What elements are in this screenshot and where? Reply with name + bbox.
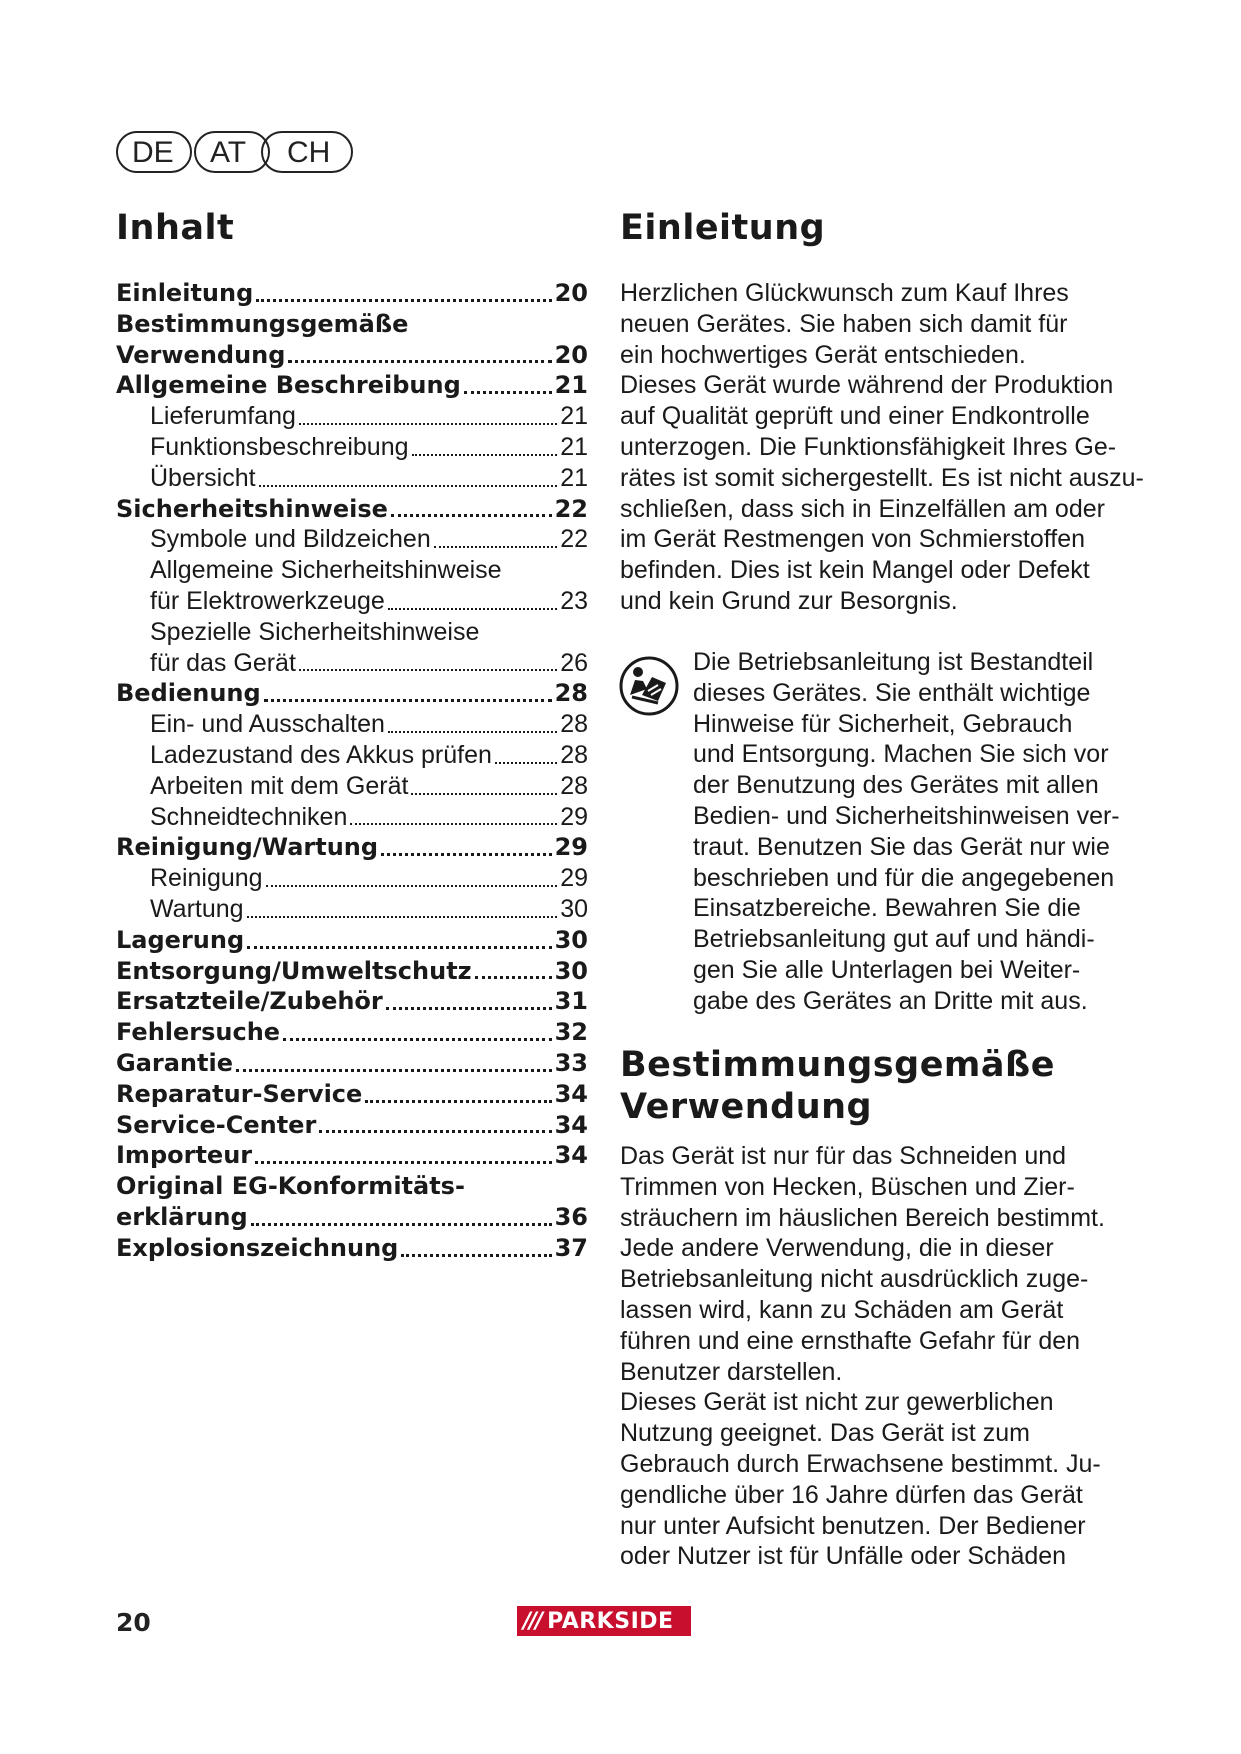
toc-entry-page: 30: [554, 925, 588, 954]
toc-entry-page: 20: [554, 279, 588, 307]
country-badge-ch: CH: [261, 131, 353, 173]
toc-entry: [116, 678, 588, 709]
toc-entry-page: 30: [554, 956, 588, 985]
toc-entry-page: 28: [560, 771, 588, 800]
text-line: Herzlichen Glückwunsch zum Kauf Ihres: [620, 279, 1069, 307]
toc-entry: [116, 863, 588, 894]
logo-text: PARKSIDE: [547, 1608, 674, 1634]
toc-entry: [116, 771, 588, 802]
toc-entry-page: 21: [554, 371, 588, 400]
toc-entry: [116, 1233, 588, 1264]
text-line: Hinweise für Sicherheit, Gebrauch: [693, 709, 1073, 738]
toc-entry: [116, 1048, 588, 1079]
toc-leader-dots: [247, 916, 558, 918]
text-line: im Gerät Restmengen von Schmierstoffen: [620, 525, 1086, 554]
toc-entry-page: 37: [554, 1233, 588, 1262]
toc-entry: [116, 463, 588, 494]
text-line: Die Betriebsanleitung ist Bestandteil: [693, 648, 1094, 676]
intro-text: [620, 278, 1144, 617]
toc-entry-title: Lieferumfang: [150, 402, 296, 431]
toc-entry-title: Bedienung: [116, 679, 261, 708]
text-line: und Entsorgung. Machen Sie sich vor: [693, 740, 1109, 769]
intro-heading: Einleitung: [620, 208, 826, 248]
text-line: führen und eine ernsthafte Gefahr für den: [620, 1326, 1081, 1355]
toc-leader-dots: [266, 885, 558, 887]
toc-entry: [116, 832, 588, 863]
text-line: Dieses Gerät ist nicht zur gewerblichen: [620, 1388, 1054, 1417]
country-badges: [116, 131, 356, 177]
text-line: oder Nutzer ist für Unfälle oder Schäden: [620, 1542, 1067, 1571]
toc-entry: [116, 925, 588, 956]
toc-entry: [116, 1110, 588, 1141]
text-line: Dieses Gerät wurde während der Produktion: [620, 371, 1114, 400]
toc-leader-dots: [255, 1161, 551, 1164]
toc-entry-title: Allgemeine Beschreibung: [116, 371, 461, 400]
toc-entry-page: 32: [554, 1018, 588, 1047]
toc-entry-page: 29: [554, 833, 588, 862]
toc-entry-title: Ersatzteile/Zubehör: [116, 987, 383, 1016]
toc-leader-dots: [412, 454, 558, 456]
toc-entry-title: Reparatur-Service: [116, 1079, 363, 1108]
text-line: Betriebsanleitung nicht ausdrücklich zuge-: [620, 1265, 1089, 1294]
text-line: traut. Benutzen Sie das Gerät nur wie: [693, 832, 1110, 861]
toc-entry-page: 21: [560, 402, 588, 431]
toc-leader-dots: [464, 391, 552, 394]
intended-use-heading-line2: Verwendung: [620, 1087, 873, 1127]
intended-use-heading-line1: Bestimmungsgemäße: [620, 1045, 1055, 1085]
toc-entry-page: 21: [560, 463, 588, 492]
toc-leader-dots: [495, 762, 557, 764]
toc-entry-title: Verwendung: [116, 340, 286, 369]
toc-entry-page: 33: [554, 1048, 588, 1077]
toc-entry-title: Symbole und Bildzeichen: [150, 525, 431, 554]
toc-entry-title: Bestimmungsgemäße: [116, 309, 409, 338]
toc-entry: [116, 1171, 588, 1202]
toc-leader-dots: [401, 1254, 551, 1257]
toc-entry-title: Garantie: [116, 1048, 233, 1077]
page-number: 20: [116, 1608, 151, 1637]
country-badge-at: AT: [194, 131, 270, 173]
toc-entry-title: Original EG-Konformitäts-: [116, 1172, 465, 1201]
toc-leader-dots: [256, 299, 551, 302]
toc-entry-title: Entsorgung/Umweltschutz: [116, 956, 472, 985]
toc-entry: [116, 524, 588, 555]
text-line: Trimmen von Hecken, Büschen und Zier-: [620, 1172, 1075, 1201]
toc-leader-dots: [388, 608, 557, 610]
toc-entry-title: Wartung: [150, 894, 244, 923]
table-of-contents: [116, 278, 588, 1264]
toc-leader-dots: [386, 1007, 552, 1010]
toc-entry: [116, 802, 588, 833]
toc-entry-title: Importeur: [116, 1141, 253, 1170]
text-line: gabe des Gerätes an Dritte mit aus.: [693, 986, 1088, 1015]
toc-entry-title: Übersicht: [150, 463, 256, 492]
text-line: nur unter Aufsicht benutzen. Der Bediener: [620, 1511, 1086, 1540]
toc-entry-title: Reinigung: [150, 864, 263, 893]
toc-leader-dots: [283, 1038, 552, 1041]
text-line: Nutzung geeignet. Das Gerät ist zum: [620, 1419, 1030, 1448]
toc-entry-page: 28: [554, 679, 588, 708]
toc-leader-dots: [411, 793, 557, 795]
toc-leader-dots: [236, 1069, 552, 1072]
text-line: befinden. Dies ist kein Mangel oder Defekt: [620, 556, 1090, 585]
toc-entry-page: 28: [560, 710, 588, 739]
toc-leader-dots: [299, 669, 557, 671]
text-line: unterzogen. Die Funktionsfähigkeit Ihres Ge-: [620, 432, 1117, 461]
toc-entry-title: Spezielle Sicherheitshinweise: [150, 617, 480, 646]
toc-entry: [116, 401, 588, 432]
text-line: Bedien- und Sicherheitshinweisen ver-: [693, 801, 1120, 830]
toc-entry: [116, 494, 588, 525]
toc-entry: [116, 648, 588, 679]
logo-slashes: ///: [523, 1608, 542, 1634]
toc-entry-page: 20: [554, 340, 588, 369]
toc-entry-page: 36: [554, 1202, 588, 1231]
text-line: Das Gerät ist nur für das Schneiden und: [620, 1142, 1067, 1170]
text-line: Benutzer darstellen.: [620, 1357, 843, 1386]
toc-title: Inhalt: [116, 208, 235, 248]
toc-entry: [116, 617, 588, 648]
toc-entry-page: 29: [560, 864, 588, 893]
toc-entry: [116, 555, 588, 586]
toc-entry: [116, 370, 588, 401]
toc-entry-title: Funktionsbeschreibung: [150, 432, 409, 461]
toc-entry-title: für Elektrowerkzeuge: [150, 586, 385, 615]
toc-entry: [116, 1140, 588, 1171]
toc-entry-title: Ein- und Ausschalten: [150, 710, 385, 739]
intended-use-heading: [620, 1044, 1140, 1128]
toc-leader-dots: [264, 699, 552, 702]
toc-entry: [116, 709, 588, 740]
toc-entry-page: 22: [554, 494, 588, 523]
text-line: beschrieben und für die angegebenen: [693, 863, 1115, 892]
toc-entry: [116, 894, 588, 925]
text-line: sträuchern im häuslichen Bereich bestimmt.: [620, 1203, 1105, 1232]
toc-entry-page: 34: [554, 1141, 588, 1170]
toc-entry-title: Fehlersuche: [116, 1018, 281, 1047]
toc-entry-page: 29: [560, 802, 588, 831]
text-line: ein hochwertiges Gerät entschieden.: [620, 340, 1026, 369]
toc-entry: [116, 432, 588, 463]
text-line: und kein Grund zur Besorgnis.: [620, 586, 958, 615]
toc-entry-title: Schneidtechniken: [150, 802, 348, 831]
text-line: rätes ist somit sichergestellt. Es ist nicht auszu-: [620, 463, 1144, 492]
toc-entry-page: 28: [560, 740, 588, 769]
toc-leader-dots: [475, 976, 552, 979]
toc-entry-title: Einleitung: [116, 279, 254, 307]
toc-entry: [116, 1202, 588, 1233]
manual-note-text: [693, 647, 1120, 1017]
country-badge-de: DE: [116, 131, 192, 173]
toc-entry: [116, 740, 588, 771]
text-line: lassen wird, kann zu Schäden am Gerät: [620, 1295, 1064, 1324]
toc-entry-page: 22: [560, 525, 588, 554]
toc-entry-title: Allgemeine Sicherheitshinweise: [150, 556, 502, 585]
toc-leader-dots: [247, 946, 551, 949]
toc-entry-title: Reinigung/Wartung: [116, 833, 379, 862]
text-line: schließen, dass sich in Einzelfällen am oder: [620, 494, 1105, 523]
toc-entry: [116, 956, 588, 987]
text-line: gen Sie alle Unterlagen bei Weiter-: [693, 955, 1081, 984]
toc-entry-page: 34: [554, 1110, 588, 1139]
toc-entry-page: 34: [554, 1079, 588, 1108]
text-line: Jede andere Verwendung, die in dieser: [620, 1234, 1054, 1263]
toc-entry: [116, 986, 588, 1017]
toc-leader-dots: [299, 423, 557, 425]
toc-entry-title: erklärung: [116, 1202, 248, 1231]
toc-leader-dots: [381, 853, 552, 856]
toc-leader-dots: [319, 1130, 551, 1133]
parkside-logo: [517, 1606, 691, 1636]
toc-entry-title: Lagerung: [116, 925, 245, 954]
toc-entry-page: 30: [560, 894, 588, 923]
toc-entry: [116, 309, 588, 340]
toc-leader-dots: [365, 1100, 551, 1103]
intended-use-text: [620, 1141, 1105, 1572]
text-line: gendliche über 16 Jahre dürfen das Gerät: [620, 1480, 1083, 1509]
toc-leader-dots: [391, 514, 552, 517]
toc-leader-dots: [288, 360, 551, 363]
read-manual-icon: [618, 655, 680, 717]
toc-entry-page: 21: [560, 432, 588, 461]
toc-entry-title: Sicherheitshinweise: [116, 494, 388, 523]
toc-entry: [116, 278, 588, 309]
toc-entry-title: Explosionszeichnung: [116, 1233, 399, 1262]
text-line: Gebrauch durch Erwachsene bestimmt. Ju-: [620, 1449, 1101, 1478]
text-line: dieses Gerätes. Sie enthält wichtige: [693, 678, 1091, 707]
toc-entry: [116, 1079, 588, 1110]
text-line: der Benutzung des Gerätes mit allen: [693, 771, 1099, 800]
toc-leader-dots: [251, 1223, 552, 1226]
toc-entry: [116, 586, 588, 617]
toc-leader-dots: [434, 546, 557, 548]
toc-leader-dots: [388, 731, 557, 733]
toc-entry-title: für das Gerät: [150, 648, 296, 677]
toc-entry-title: Service-Center: [116, 1110, 317, 1139]
toc-leader-dots: [259, 485, 558, 487]
toc-entry-page: 26: [560, 648, 588, 677]
toc-entry-page: 31: [554, 987, 588, 1016]
text-line: Betriebsanleitung gut auf und händi-: [693, 925, 1095, 954]
toc-entry: [116, 340, 588, 371]
toc-entry: [116, 1017, 588, 1048]
text-line: auf Qualität geprüft und einer Endkontrolle: [620, 402, 1090, 431]
toc-entry-page: 23: [560, 586, 588, 615]
toc-entry-title: Arbeiten mit dem Gerät: [150, 771, 409, 800]
text-line: Einsatzbereiche. Bewahren Sie die: [693, 894, 1081, 923]
toc-entry-title: Ladezustand des Akkus prüfen: [150, 740, 492, 769]
text-line: neuen Gerätes. Sie haben sich damit für: [620, 309, 1068, 338]
toc-leader-dots: [350, 823, 557, 825]
